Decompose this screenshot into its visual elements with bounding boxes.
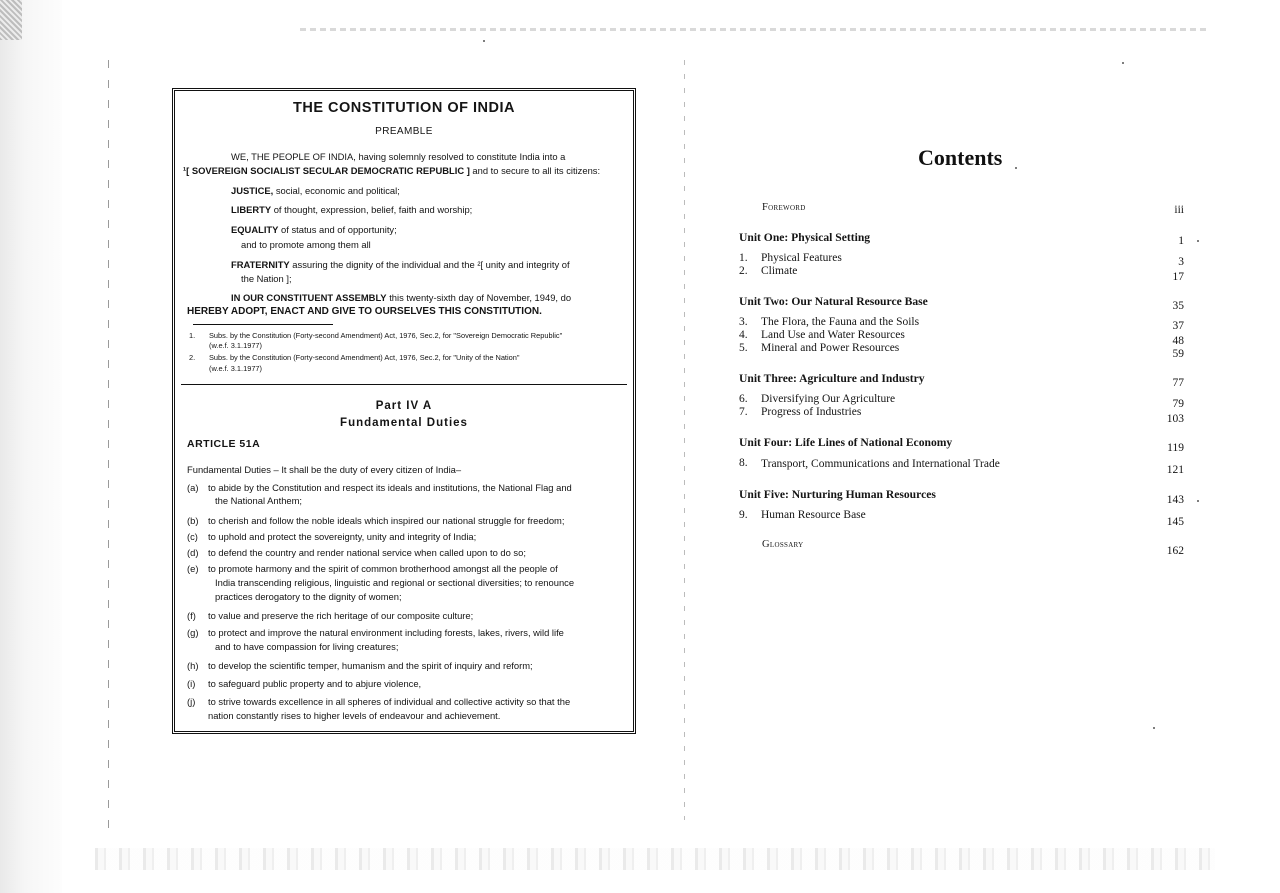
duty-label: (a)	[187, 482, 199, 493]
duty-text: the National Anthem;	[215, 495, 303, 506]
preamble-assembly: IN OUR CONSTITUENT ASSEMBLY	[231, 292, 387, 303]
preamble-line: this twenty-sixth day of November, 1949, do	[389, 292, 572, 303]
duty-label: (e)	[187, 563, 199, 574]
scan-noise	[0, 0, 22, 40]
toc-unit: Unit Five: Nurturing Human Resources	[739, 488, 936, 501]
duty-text: to promote harmony and the spirit of common brotherhood amongst all the people of	[208, 563, 558, 574]
preamble-line: and to secure to all its citizens:	[472, 165, 601, 176]
duty-label: (g)	[187, 627, 199, 638]
preamble-line: the Nation ];	[241, 273, 292, 284]
duty-label: (h)	[187, 660, 199, 671]
duty-text: to abide by the Constitution and respect its ideals and institutions, the National Flag and	[208, 482, 572, 493]
scan-edge	[108, 60, 109, 830]
toc-chapter: Progress of Industries	[761, 406, 862, 418]
footnote-text: (w.e.f. 3.1.1977)	[209, 364, 262, 373]
part-subheading: Fundamental Duties	[340, 417, 468, 429]
duty-label: (d)	[187, 547, 199, 558]
duty-text: to protect and improve the natural environment including forests, lakes, rivers, wild life	[208, 627, 564, 638]
duty-label: (j)	[187, 696, 196, 707]
scan-speck	[1015, 167, 1017, 169]
toc-unit: Unit Four: Life Lines of National Economy	[739, 436, 953, 449]
preamble-line: of thought, expression, belief, faith and worship;	[273, 204, 473, 215]
preamble-line: assuring the dignity of the individual and the ²[ unity and integrity of	[292, 259, 570, 270]
footnote-rule	[193, 324, 333, 325]
duty-label: (i)	[187, 678, 196, 689]
toc-chapter: Land Use and Water Resources	[761, 329, 905, 341]
duty-label: (b)	[187, 515, 199, 526]
toc-unit: Unit Two: Our Natural Resource Base	[739, 295, 928, 308]
toc-page-number: 162	[1166, 545, 1184, 557]
toc-chapter: Climate	[761, 265, 798, 277]
scan-speck	[1197, 240, 1199, 242]
duty-text: to uphold and protect the sovereignty, unity and integrity of India;	[208, 531, 477, 542]
constitution-box	[172, 88, 636, 734]
footnote-text: (w.e.f. 3.1.1977)	[209, 341, 262, 350]
toc-page-number: 35	[1172, 300, 1184, 312]
toc-chapter-number: 5.	[739, 342, 748, 354]
page-title: THE CONSTITUTION OF INDIA	[293, 100, 515, 116]
contents-title: Contents	[918, 145, 1003, 170]
toc-page-number: 103	[1166, 413, 1184, 425]
footnote-number: 1.	[189, 331, 196, 340]
part-heading: Part IV A	[375, 400, 433, 412]
preamble-liberty: LIBERTY	[231, 204, 272, 215]
scan-speck	[1122, 62, 1124, 64]
footnote-text: Subs. by the Constitution (Forty-second Amendment) Act, 1976, Sec.2, for "Sovereign Democratic Republic"	[209, 331, 563, 340]
duty-text: India transcending religious, linguistic and regional or sectional diversities; to renounce	[215, 577, 575, 588]
toc-chapter-number: 9.	[739, 509, 748, 521]
section-divider	[181, 384, 627, 385]
toc-page-number: iii	[1174, 204, 1184, 216]
toc-page-number: 77	[1172, 377, 1184, 389]
duty-text: nation constantly rises to higher levels of endeavour and achievement.	[208, 710, 501, 721]
toc-page-number: 48	[1172, 335, 1184, 347]
preamble-fraternity: FRATERNITY	[231, 259, 290, 270]
duty-text: to defend the country and render national service when called upon to do so;	[208, 547, 526, 558]
footnote-number: 2.	[189, 353, 196, 362]
toc-glossary: Glossary	[762, 539, 804, 550]
toc-page-number: 1	[1178, 235, 1184, 247]
scan-speck	[483, 40, 485, 42]
toc-unit: Unit One: Physical Setting	[739, 231, 871, 244]
toc-chapter-number: 7.	[739, 406, 748, 418]
toc-chapter-number: 2.	[739, 265, 748, 277]
toc-unit: Unit Three: Agriculture and Industry	[739, 372, 925, 385]
toc-chapter-number: 4.	[739, 329, 748, 341]
page-gutter	[684, 60, 685, 820]
toc-chapter: Diversifying Our Agriculture	[761, 393, 896, 405]
article-number: ARTICLE 51A	[187, 438, 261, 450]
toc-chapter-number: 1.	[739, 252, 748, 264]
preamble-line: and to promote among them all	[241, 239, 371, 250]
preamble-republic: ¹[ SOVEREIGN SOCIALIST SECULAR DEMOCRATIC REPUBLIC ]	[183, 165, 470, 176]
duty-text: to cherish and follow the noble ideals which inspired our national struggle for freedom;	[208, 515, 565, 526]
preamble-adoption: HEREBY ADOPT, ENACT AND GIVE TO OURSELVES THIS CONSTITUTION.	[187, 306, 542, 317]
duty-text: to safeguard public property and to abjure violence,	[208, 678, 422, 689]
preamble-equality: EQUALITY	[231, 224, 279, 235]
preamble-justice: JUSTICE,	[231, 185, 274, 196]
toc-page-number: 3	[1178, 256, 1184, 268]
duty-label: (c)	[187, 531, 198, 542]
toc-chapter: Human Resource Base	[761, 509, 866, 521]
scan-speck	[1153, 727, 1155, 729]
toc-chapter-number: 3.	[739, 316, 748, 328]
preamble-line: of status and of opportunity;	[281, 224, 397, 235]
toc-chapter-number: 6.	[739, 393, 748, 405]
duty-text: to strive towards excellence in all spheres of individual and collective activity so that the	[208, 696, 571, 707]
toc-chapter: Transport, Communications and International Trade	[761, 458, 1000, 470]
duty-text: to develop the scientific temper, humanism and the spirit of inquiry and reform;	[208, 660, 533, 671]
toc-chapter-number: 8.	[739, 457, 748, 469]
toc-chapter: Physical Features	[761, 252, 842, 264]
preamble-line: social, economic and political;	[275, 185, 400, 196]
preamble-heading: PREAMBLE	[375, 126, 433, 137]
duties-intro: Fundamental Duties – It shall be the duty of every citizen of India–	[187, 464, 462, 475]
scan-noise	[95, 848, 1215, 870]
toc-page-number: 143	[1166, 494, 1184, 506]
toc-page-number: 145	[1166, 516, 1184, 528]
scan-edge	[0, 0, 62, 893]
toc-chapter: Mineral and Power Resources	[761, 342, 900, 354]
toc-page-number: 17	[1172, 271, 1184, 283]
duty-text: and to have compassion for living creatures;	[215, 641, 399, 652]
scan-speck	[1197, 500, 1199, 502]
toc-page-number: 59	[1172, 348, 1184, 360]
toc-page-number: 79	[1172, 398, 1184, 410]
duty-label: (f)	[187, 610, 196, 621]
preamble-line: WE, THE PEOPLE OF INDIA, having solemnly resolved to constitute India into a	[231, 151, 566, 162]
toc-chapter: The Flora, the Fauna and the Soils	[761, 316, 920, 328]
duty-text: to value and preserve the rich heritage of our composite culture;	[208, 610, 474, 621]
duty-text: practices derogatory to the dignity of women;	[215, 591, 402, 602]
toc-foreword: Foreword	[762, 202, 806, 213]
toc-page-number: 121	[1166, 464, 1184, 476]
toc-page-number: 37	[1172, 320, 1184, 332]
toc-page-number: 119	[1167, 442, 1184, 454]
scan-noise	[300, 28, 1210, 31]
footnote-text: Subs. by the Constitution (Forty-second Amendment) Act, 1976, Sec.2, for "Unity of the Nation"	[209, 353, 520, 362]
